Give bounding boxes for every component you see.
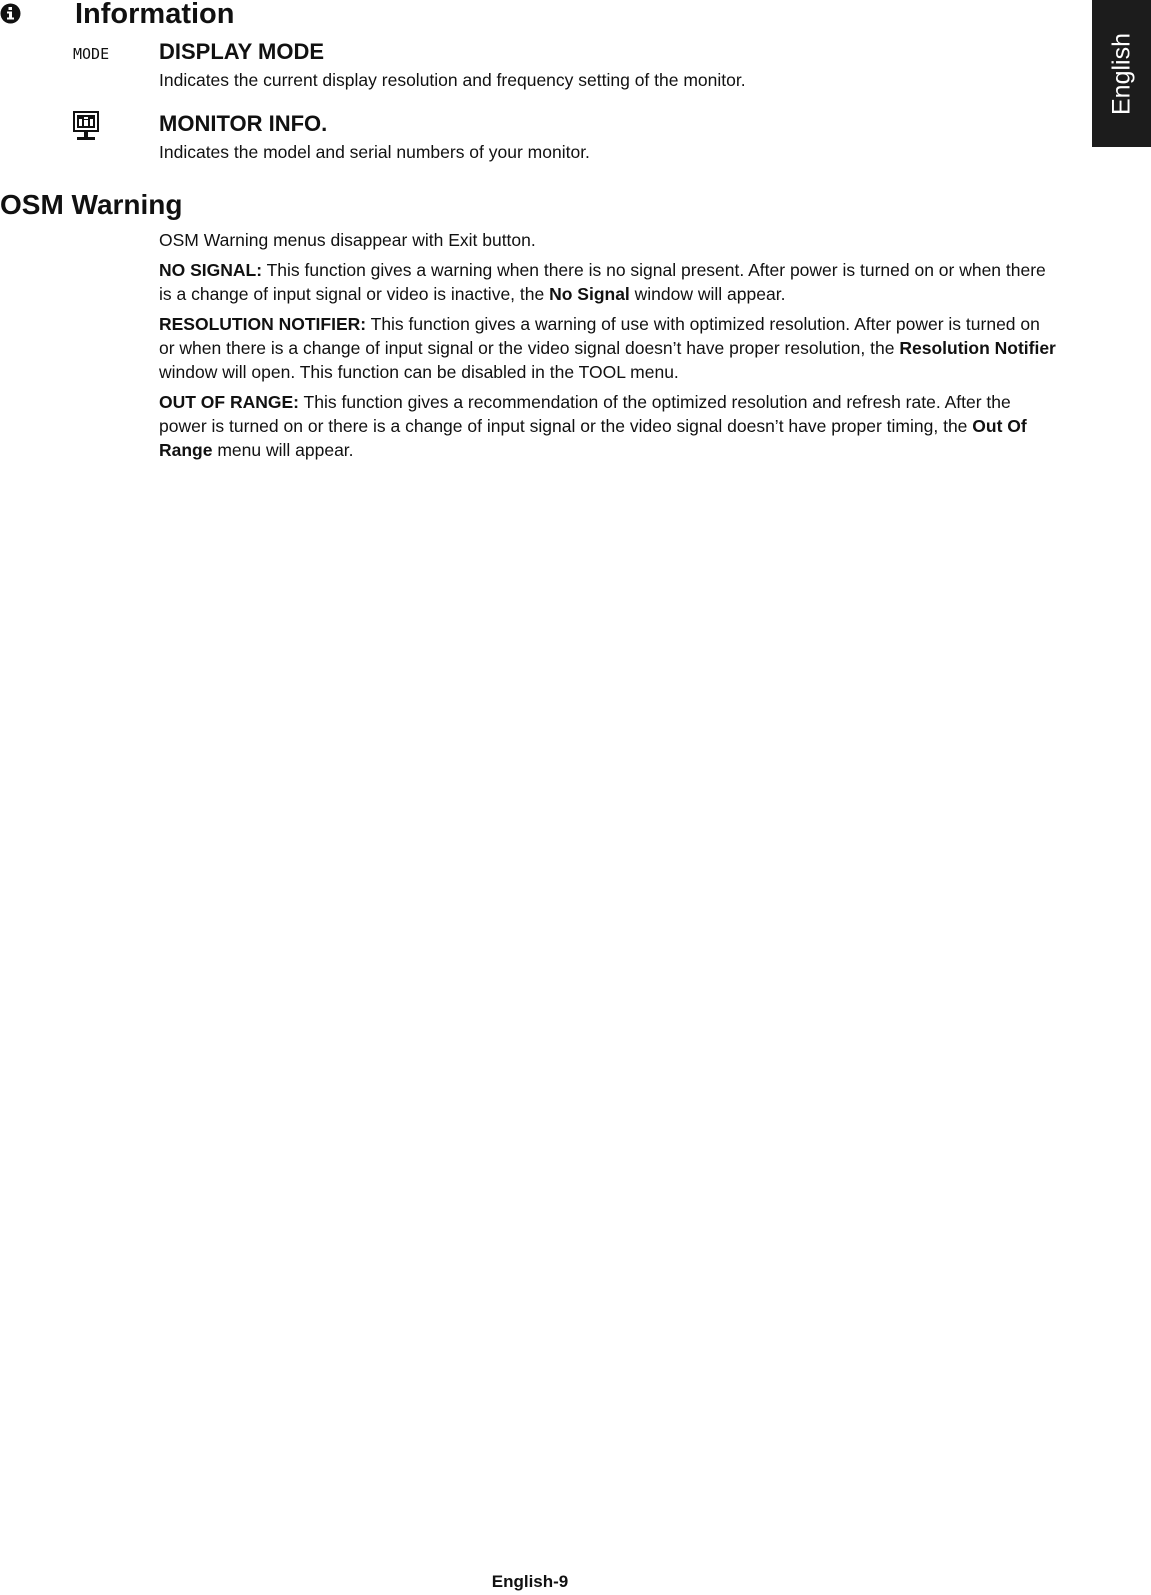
resolution-notifier-text-end: window will open. This function can be disabled in the TOOL menu. <box>159 362 679 382</box>
no-signal-paragraph <box>159 258 1059 306</box>
out-of-range-term: Out Of Range <box>159 416 1027 460</box>
out-of-range-label: OUT OF RANGE: <box>159 392 299 412</box>
osm-warning-intro: OSM Warning menus disappear with Exit button. <box>159 230 536 250</box>
monitor-info-title: MONITOR INFO. <box>159 111 328 136</box>
mode-icon-text: MODE <box>73 45 109 63</box>
no-signal-text: This function gives a warning when there is no signal present. After power is turned on or when there is a change of input signal or video is inactive, the <box>159 260 1046 304</box>
information-heading: Information <box>75 0 235 30</box>
resolution-notifier-paragraph <box>159 312 1059 384</box>
osm-warning-heading: OSM Warning <box>0 189 183 220</box>
language-tab-label: English <box>1107 33 1135 115</box>
display-mode-title: DISPLAY MODE <box>159 39 325 64</box>
resolution-notifier-label: RESOLUTION NOTIFIER: <box>159 314 367 334</box>
out-of-range-text-end: menu will appear. <box>212 440 354 460</box>
no-signal-label: NO SIGNAL: <box>159 260 263 280</box>
language-tab <box>1092 0 1151 147</box>
osm-warning-body <box>159 228 1059 468</box>
resolution-notifier-text: This function gives a warning of use with optimized resolution. After power is turned on or when there is a change of input signal or the video signal doesn’t have proper resolution, the <box>159 314 1040 358</box>
monitor-info-description: Indicates the model and serial numbers of your monitor. <box>159 142 590 162</box>
out-of-range-text: This function gives a recommendation of the optimized resolution and refresh rate. After the power is turned on or there is a change of input signal or the video signal doesn’t have proper timing, the <box>159 392 1011 436</box>
no-signal-text-end: window will appear. <box>629 284 786 304</box>
display-mode-description: Indicates the current display resolution and frequency setting of the monitor. <box>159 70 746 90</box>
no-signal-term: No Signal <box>549 284 630 304</box>
out-of-range-paragraph <box>159 390 1059 462</box>
mode-icon <box>73 42 109 64</box>
monitor-info-icon <box>73 111 99 143</box>
page-number: English-9 <box>491 1572 569 1591</box>
resolution-notifier-term: Resolution Notifier <box>899 338 1056 358</box>
info-icon <box>0 3 21 24</box>
